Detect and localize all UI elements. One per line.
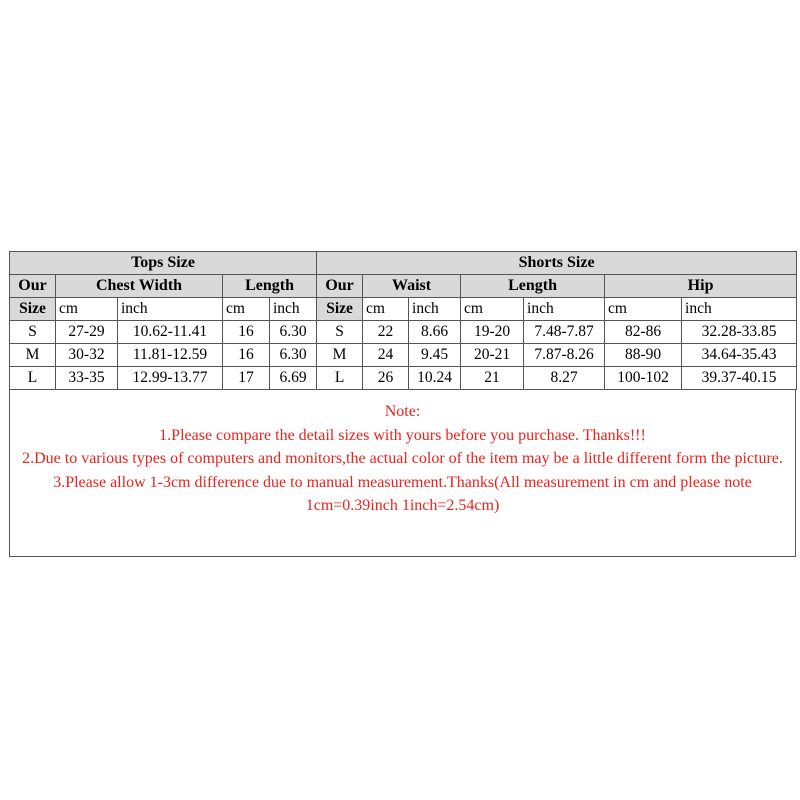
size-cell: M: [10, 344, 56, 367]
waist-cm-cell: 22: [363, 321, 409, 344]
waist-inch-cell: 10.24: [409, 367, 461, 390]
tops-size-header: Tops Size: [10, 252, 317, 275]
tops-length-cm-cell: 17: [223, 367, 270, 390]
size-cell: L: [10, 367, 56, 390]
table-row: [10, 321, 797, 344]
table-row: [10, 344, 797, 367]
hip-header: Hip: [605, 275, 797, 298]
chest-cm-cell: 33-35: [56, 367, 118, 390]
chest-inch-cell: 12.99-13.77: [118, 367, 223, 390]
chest-inch-cell: 10.62-11.41: [118, 321, 223, 344]
hip-cm-cell: 88-90: [605, 344, 682, 367]
shorts-length-cm-unit: cm: [461, 298, 524, 321]
tops-length-inch-cell: 6.69: [270, 367, 317, 390]
unit-header-row: [10, 298, 797, 321]
shorts-length-inch-unit: inch: [524, 298, 605, 321]
shorts-size-label: Size: [317, 298, 363, 321]
note-box: [9, 390, 796, 557]
waist-inch-unit: inch: [409, 298, 461, 321]
tops-length-cm-cell: 16: [223, 344, 270, 367]
note-line-1: 1.Please compare the detail sizes with yours before you purchase. Thanks!!!: [159, 426, 646, 444]
size-chart: [9, 251, 796, 557]
shorts-length-inch-cell: 7.48-7.87: [524, 321, 605, 344]
tops-length-inch-unit: inch: [270, 298, 317, 321]
waist-inch-cell: 8.66: [409, 321, 461, 344]
tops-length-cm-cell: 16: [223, 321, 270, 344]
waist-cm-cell: 24: [363, 344, 409, 367]
shorts-our-label: Our: [317, 275, 363, 298]
chest-width-header: Chest Width: [56, 275, 223, 298]
shorts-size-header: Shorts Size: [317, 252, 797, 275]
chest-cm-cell: 27-29: [56, 321, 118, 344]
shorts-length-cm-cell: 20-21: [461, 344, 524, 367]
chest-cm-unit: cm: [56, 298, 118, 321]
tops-length-inch-cell: 6.30: [270, 344, 317, 367]
shorts-length-cm-cell: 19-20: [461, 321, 524, 344]
note-line-2: 2.Due to various types of computers and monitors,the actual color of the item may be a little different form the picture.: [22, 450, 783, 467]
waist-cm-unit: cm: [363, 298, 409, 321]
chest-inch-cell: 11.81-12.59: [118, 344, 223, 367]
tops-length-header: Length: [223, 275, 317, 298]
hip-cm-cell: 100-102: [605, 367, 682, 390]
note-title: Note:: [384, 403, 421, 420]
size-cell: S: [10, 321, 56, 344]
tops-length-cm-unit: cm: [223, 298, 270, 321]
shorts-size-cell: S: [317, 321, 363, 344]
hip-inch-cell: 39.37-40.15: [682, 367, 797, 390]
hip-cm-cell: 82-86: [605, 321, 682, 344]
hip-inch-cell: 32.28-33.85: [682, 321, 797, 344]
chest-cm-cell: 30-32: [56, 344, 118, 367]
tops-length-inch-cell: 6.30: [270, 321, 317, 344]
hip-inch-unit: inch: [682, 298, 797, 321]
chest-inch-unit: inch: [118, 298, 223, 321]
shorts-length-cm-cell: 21: [461, 367, 524, 390]
waist-header: Waist: [363, 275, 461, 298]
size-table: [9, 251, 797, 390]
shorts-length-inch-cell: 8.27: [524, 367, 605, 390]
shorts-size-cell: L: [317, 367, 363, 390]
shorts-size-cell: M: [317, 344, 363, 367]
shorts-length-inch-cell: 7.87-8.26: [524, 344, 605, 367]
tops-our-label: Our: [10, 275, 56, 298]
table-row: [10, 367, 797, 390]
measure-header-row: [10, 275, 797, 298]
waist-inch-cell: 9.45: [409, 344, 461, 367]
shorts-length-header: Length: [461, 275, 605, 298]
section-header-row: [10, 252, 797, 275]
hip-cm-unit: cm: [605, 298, 682, 321]
note-line-3: 3.Please allow 1-3cm difference due to manual measurement.Thanks(All measurement in cm and please note 1cm=0.39inch 1inch=2.54cm): [53, 473, 752, 514]
waist-cm-cell: 26: [363, 367, 409, 390]
hip-inch-cell: 34.64-35.43: [682, 344, 797, 367]
tops-size-label: Size: [10, 298, 56, 321]
